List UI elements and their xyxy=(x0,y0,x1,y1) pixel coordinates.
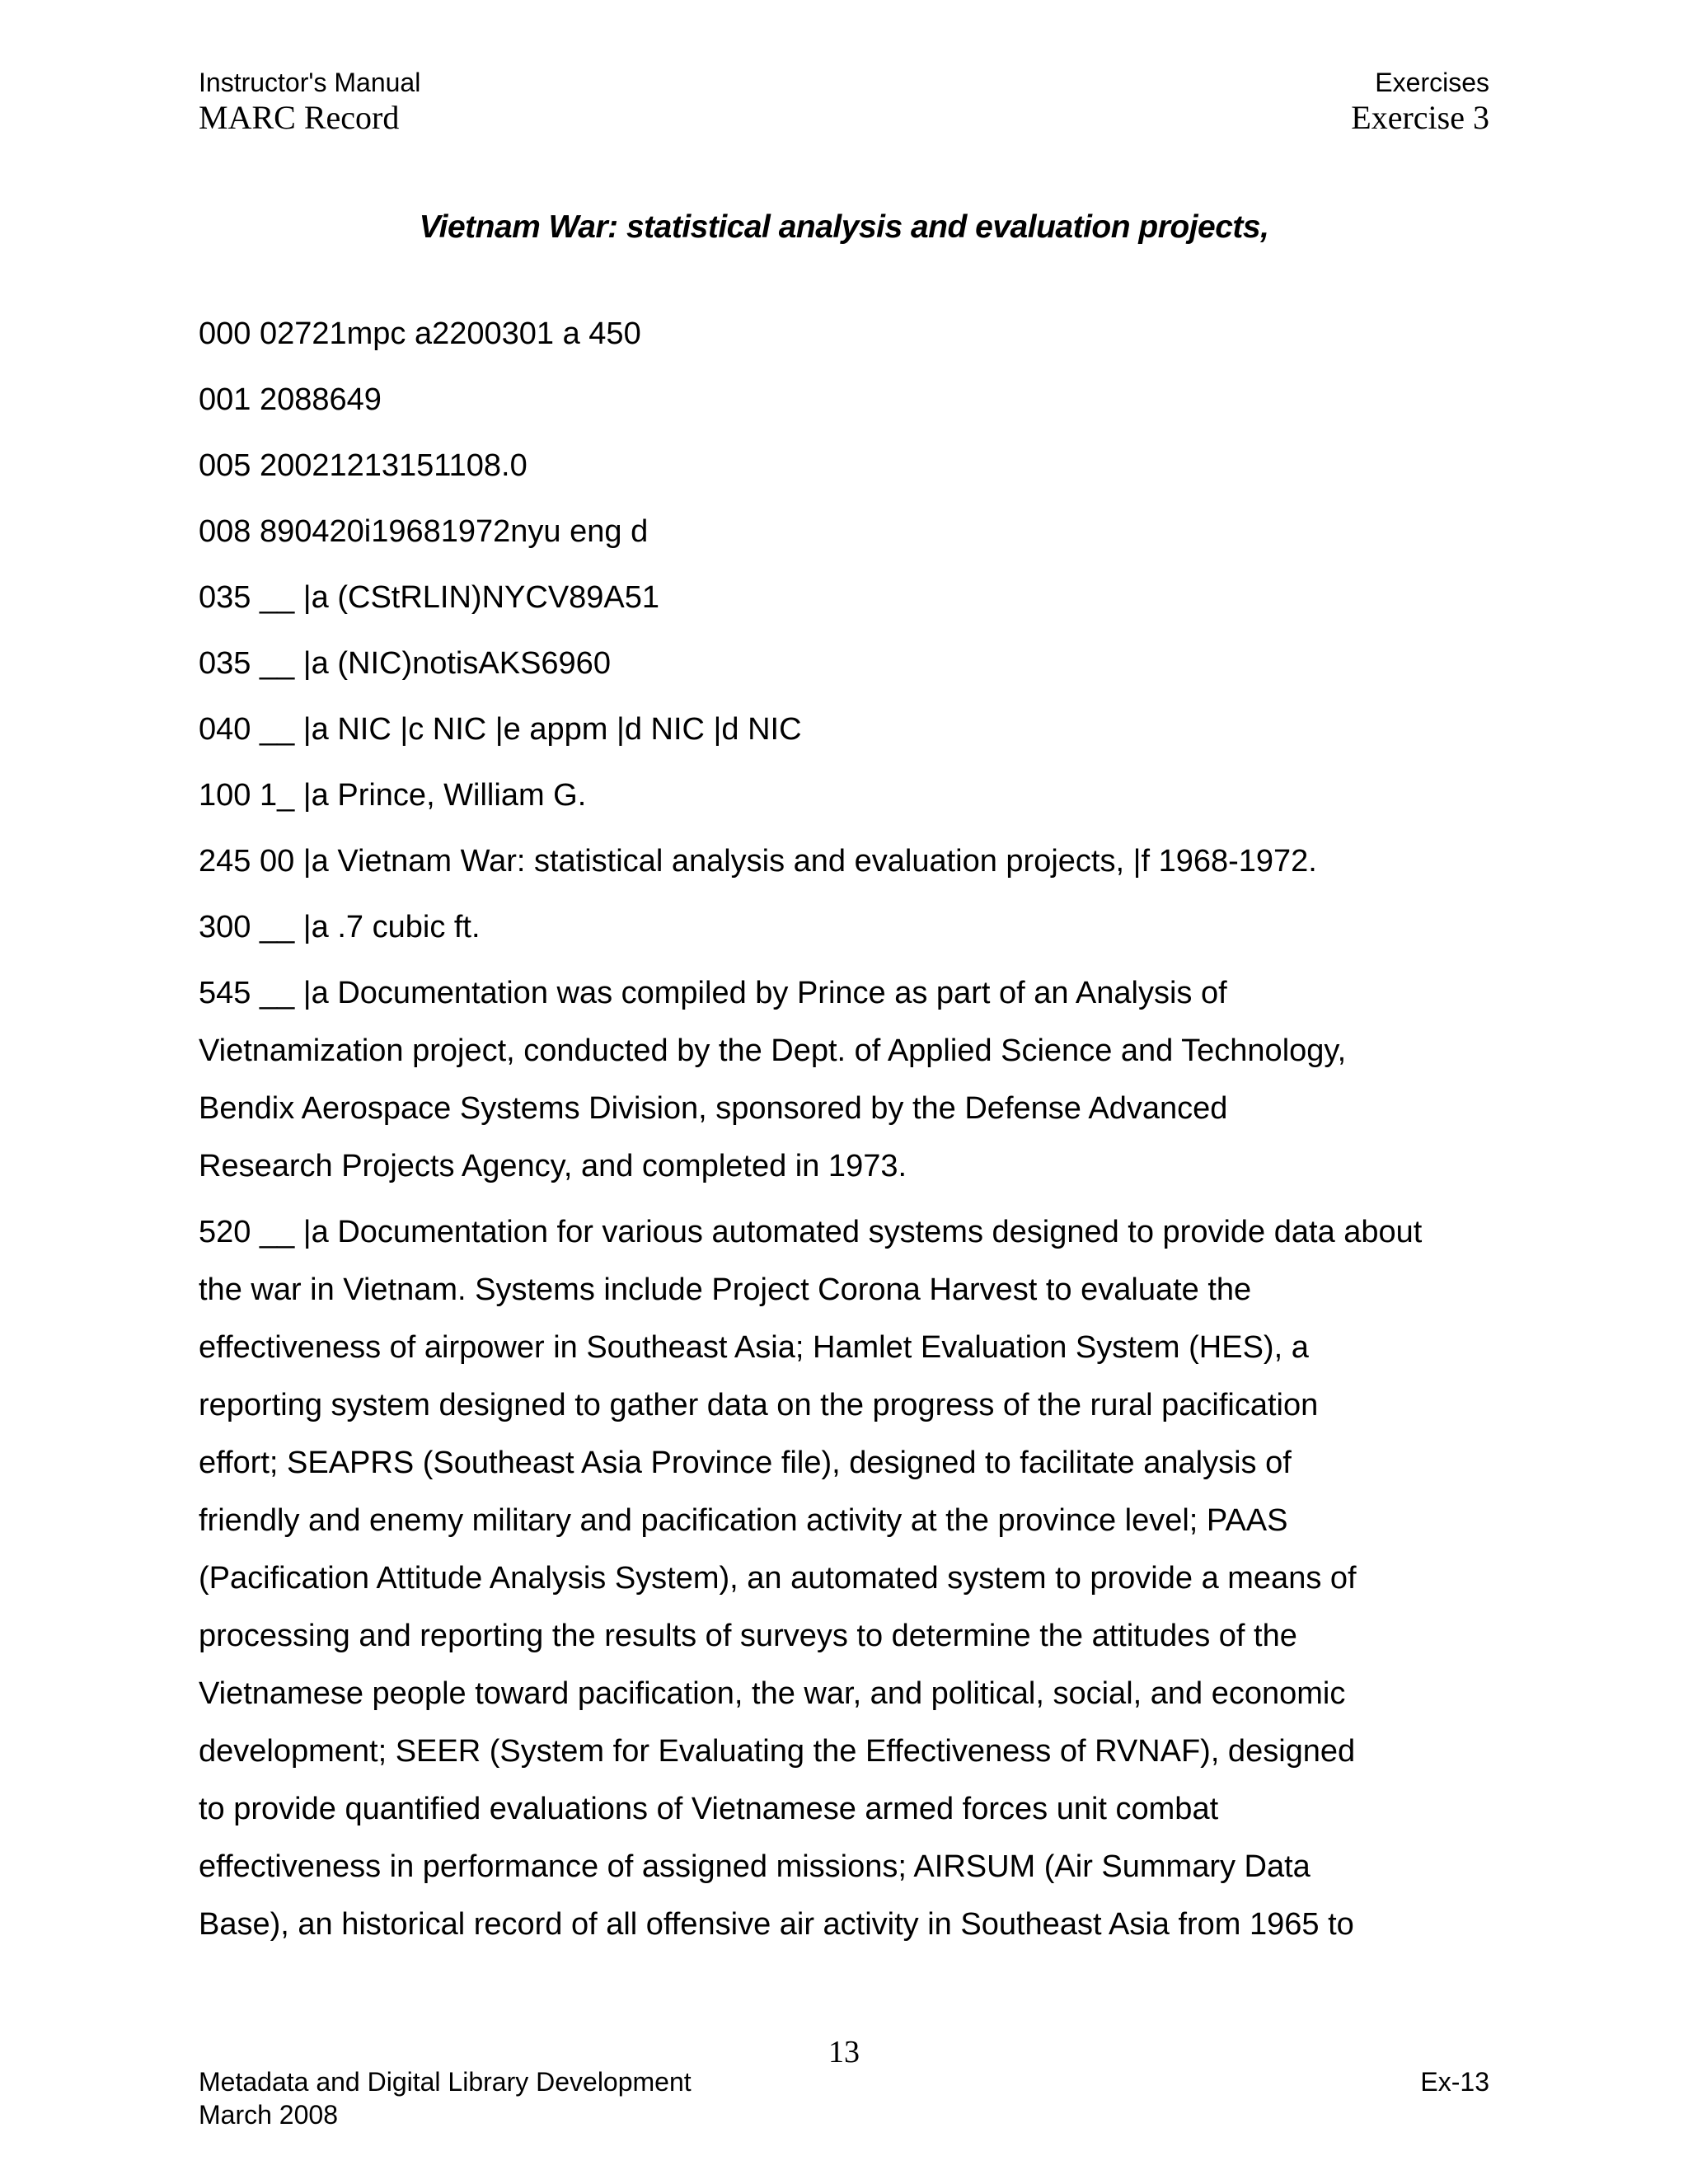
marc-field xyxy=(199,766,1493,824)
marc-field-text: 2088649 xyxy=(259,382,382,417)
marc-field-text: __ |a (CStRLIN)NYCV89A51 xyxy=(259,580,660,615)
marc-tag: 035 xyxy=(199,646,251,681)
marc-field-text: 890420i19681972nyu eng d xyxy=(259,514,649,549)
marc-field xyxy=(199,371,1493,429)
marc-tag: 545 xyxy=(199,976,251,1010)
marc-field-text: to provide quantified evaluations of Vietnamese armed forces unit combat xyxy=(199,1792,1219,1826)
marc-field-text: processing and reporting the results of surveys to determine the attitudes of the xyxy=(199,1619,1297,1653)
footer-left xyxy=(199,2065,692,2131)
marc-record xyxy=(199,305,1493,1961)
marc-field xyxy=(199,832,1493,890)
marc-field xyxy=(199,503,1493,560)
marc-fields xyxy=(199,305,1493,956)
marc-field-text: development; SEER (System for Evaluating the Effectiveness of RVNAF), designed xyxy=(199,1734,1356,1769)
marc-field-text: 20021213151108.0 xyxy=(259,448,528,483)
marc-tag: 245 xyxy=(199,844,251,879)
marc-field-text: (Pacification Attitude Analysis System), an automated system to provide a means of xyxy=(199,1561,1357,1596)
marc-tag: 040 xyxy=(199,712,251,747)
marc-field-text: effectiveness in performance of assigned missions; AIRSUM (Air Summary Data xyxy=(199,1849,1311,1884)
marc-field xyxy=(199,569,1493,626)
marc-tag: 300 xyxy=(199,910,251,944)
marc-field-line xyxy=(199,964,1493,1022)
marc-field-text: friendly and enemy military and pacification activity at the province level; PAAS xyxy=(199,1503,1288,1538)
record-title: Vietnam War: statistical analysis and evaluation projects, xyxy=(419,209,1269,245)
marc-field-text: Base), an historical record of all offensive air activity in Southeast Asia from 1965 to xyxy=(199,1907,1354,1942)
marc-field-text: Research Projects Agency, and completed in 1973. xyxy=(199,1149,907,1183)
marc-field-line xyxy=(199,1203,1493,1261)
part-label: Exercises xyxy=(1375,68,1489,97)
marc-field-text: Bendix Aerospace Systems Division, sponsored by the Defense Advanced xyxy=(199,1091,1228,1126)
marc-field xyxy=(199,305,1493,363)
marc-tag: 001 xyxy=(199,382,251,417)
marc-tag: 520 xyxy=(199,1215,251,1249)
marc-field-text: Vietnamese people toward pacification, the war, and political, social, and economic xyxy=(199,1676,1346,1711)
marc-tag: 008 xyxy=(199,514,251,549)
marc-tag: 100 xyxy=(199,778,251,813)
section-label: MARC Record xyxy=(199,99,400,136)
marc-field-text: reporting system designed to gather data on the progress of the rural pacification xyxy=(199,1388,1319,1422)
marc-field-text: __ |a Documentation for various automated systems designed to provide data about xyxy=(259,1215,1423,1249)
course-title: Metadata and Digital Library Development xyxy=(199,2067,692,2097)
marc-field xyxy=(199,437,1493,494)
manual-label: Instructor's Manual xyxy=(199,68,421,97)
exercise-label: Exercise 3 xyxy=(1351,99,1489,136)
marc-field-545 xyxy=(199,964,1493,1195)
marc-field xyxy=(199,898,1493,956)
marc-tag: 005 xyxy=(199,448,251,483)
marc-field-text: 00 |a Vietnam War: statistical analysis and evaluation projects, |f 1968-1972. xyxy=(259,844,1317,879)
marc-field-text: 1_ |a Prince, William G. xyxy=(259,778,587,813)
marc-field xyxy=(199,635,1493,692)
header-left xyxy=(199,66,420,137)
page-number: 13 xyxy=(828,2035,860,2069)
marc-field-text: effectiveness of airpower in Southeast Asia; Hamlet Evaluation System (HES), a xyxy=(199,1330,1309,1365)
marc-field-text: __ |a Documentation was compiled by Prince as part of an Analysis of xyxy=(259,976,1227,1010)
footer-date: March 2008 xyxy=(199,2100,338,2130)
marc-field-520 xyxy=(199,1203,1493,1953)
marc-field-text: __ |a .7 cubic ft. xyxy=(259,910,481,944)
marc-tag: 000 xyxy=(199,316,251,351)
marc-field-text: __ |a NIC |c NIC |e appm |d NIC |d NIC xyxy=(259,712,802,747)
marc-tag: 035 xyxy=(199,580,251,615)
marc-field xyxy=(199,701,1493,758)
marc-field-text: __ |a (NIC)notisAKS6960 xyxy=(259,646,611,681)
marc-field-text: 02721mpc a2200301 a 450 xyxy=(259,316,641,351)
marc-field-text: Vietnamization project, conducted by the Dept. of Applied Science and Technology, xyxy=(199,1033,1347,1068)
marc-field-text: the war in Vietnam. Systems include Project Corona Harvest to evaluate the xyxy=(199,1272,1252,1307)
marc-field-text: effort; SEAPRS (Southeast Asia Province file), designed to facilitate analysis of xyxy=(199,1446,1292,1480)
header-right xyxy=(1351,66,1489,137)
footer-page-code: Ex-13 xyxy=(1420,2067,1489,2097)
